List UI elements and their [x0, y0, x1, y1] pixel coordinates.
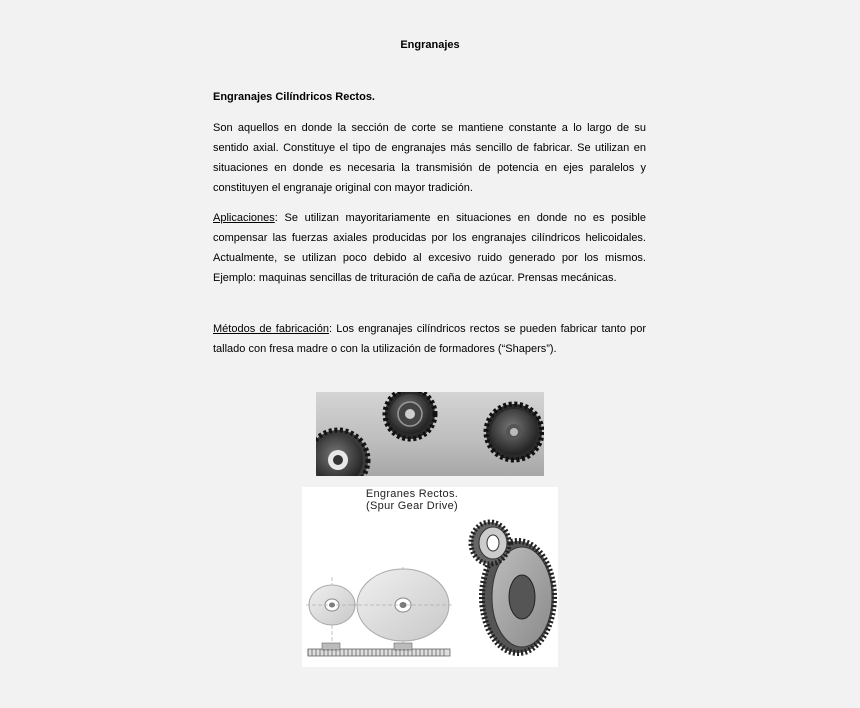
- large-gear-disc: [352, 567, 452, 645]
- spur-gear-diagram: [302, 487, 558, 667]
- methods-label: Métodos de fabricación: [213, 323, 329, 335]
- gear-photo-center: [385, 392, 435, 439]
- diagram-title-line-1: Engranes Rectos.: [365, 488, 459, 500]
- pinion-gear-3d: [471, 522, 509, 564]
- gear-rack-side-view: [308, 643, 450, 656]
- methods-text: : Los engranajes cilíndricos rectos se pueden fabricar tanto por tallado con fresa madre o con la utilización de formadores (“Shapers”).: [213, 323, 647, 355]
- gears-photo: [316, 392, 544, 476]
- document-title: Engranajes: [400, 39, 460, 51]
- gear-photo-right: [486, 404, 542, 460]
- diagram-title-line-2: (Spur Gear Drive): [366, 500, 458, 512]
- applications-label: Aplicaciones: [213, 212, 275, 224]
- section-heading: Engranajes Cilíndricos Rectos.: [213, 91, 375, 103]
- paragraph-methods: [213, 319, 646, 359]
- paragraph-description: Son aquellos en donde la sección de corte se mantiene constante a lo largo de su sentido axial. Constituye el tipo de engranajes más sencillo de fabricar. Se utilizan en situaciones en donde es necesaria la transmisión de potencia en ejes paralelos y constituyen el engranaje original con mayor tradición.: [213, 122, 646, 194]
- paragraph-applications: [213, 208, 646, 288]
- gear-photo-left: [316, 430, 368, 476]
- small-gear-disc: [306, 577, 358, 645]
- applications-text: : Se utilizan mayoritariamente en situaciones en donde no es posible compensar las fuerzas axiales producidas por los engranajes cilíndricos helicoidales. Actualmente, se utilizan poco debido al excesivo ruido generado por los mismos. Ejemplo: maquinas sencillas de trituración de caña de azúcar. Prensas mecánicas.: [213, 212, 646, 284]
